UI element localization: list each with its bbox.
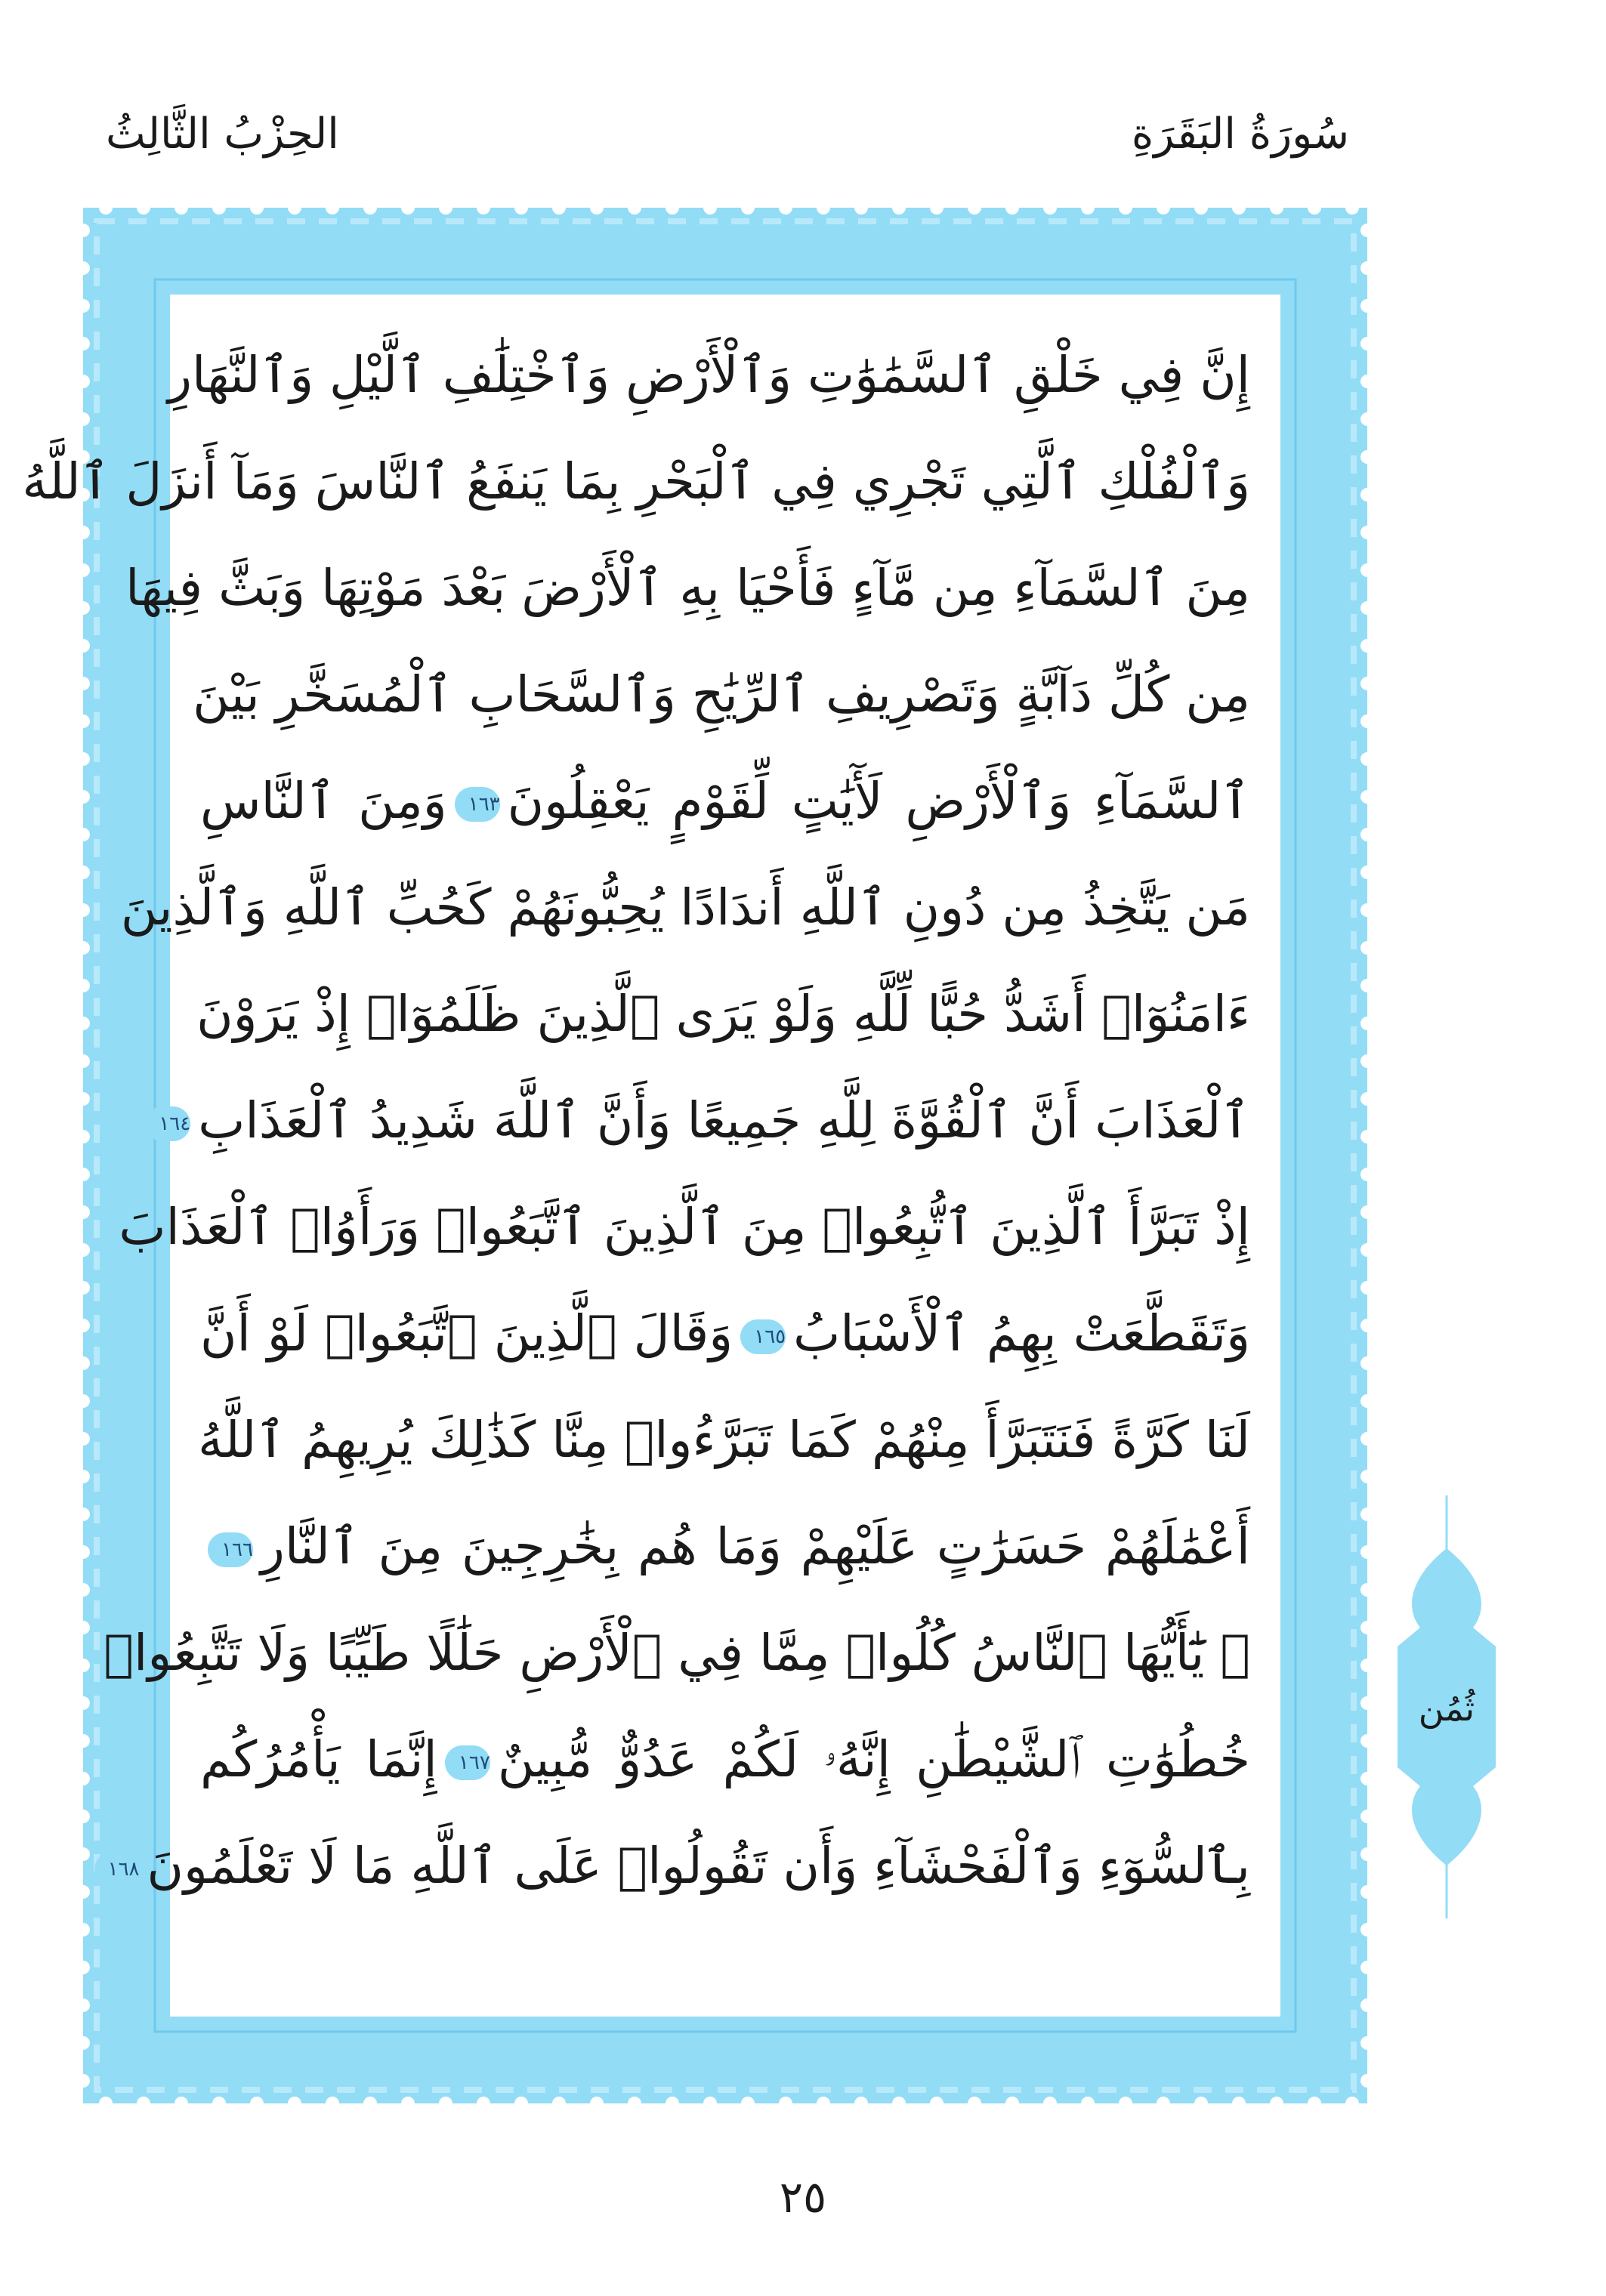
text-area	[22, 295, 1280, 2017]
ayah-number-marker: ١٦٥	[740, 1319, 786, 1354]
verse-line: ءَامَنُوٓا۟ أَشَدُّ حُبًّا لِّلَّهِ وَلَوْ يَرَى ٱلَّذِينَ ظَلَمُوٓا۟ إِذْ يَرَوْنَ	[196, 985, 1250, 1043]
verse-line	[159, 1067, 1250, 1174]
verse-line: وَٱلْفُلْكِ ٱلَّتِي تَجْرِي فِي ٱلْبَحْرِ بِمَا يَنفَعُ ٱلنَّاسَ وَمَآ أَنزَلَ ٱللَّهُ	[22, 452, 1250, 511]
verse-line: لَنَا كَرَّةً فَنَتَبَرَّأَ مِنْهُمْ كَمَا تَبَرَّءُوا۟ مِنَّا كَذَٰلِكَ يُرِيهِمُ ٱللَّهُ	[198, 1411, 1250, 1469]
surah-title: سُورَةُ البَقَرَةِ	[1131, 110, 1349, 159]
verse-text: إِنَّمَا يَأْمُرُكُم	[200, 1730, 437, 1788]
verse-line: مِنَ ٱلسَّمَآءِ مِن مَّآءٍ فَأَحْيَا بِهِ ٱلْأَرْضَ بَعْدَ مَوْتِهَا وَبَثَّ فِيهَا	[125, 559, 1250, 617]
verse-text: أَعْمَٰلَهُمْ حَسَرَٰتٍ عَلَيْهِمْ وَمَا هُم بِخَٰرِجِينَ مِنَ ٱلنَّارِ	[261, 1517, 1250, 1575]
ayah-number-marker: ١٦٤	[145, 1106, 190, 1141]
page-number: ٢٥	[779, 2171, 827, 2223]
verse-line: مِن كُلِّ دَآبَّةٍ وَتَصْرِيفِ ٱلرِّيَٰحِ وَٱلسَّحَابِ ٱلْمُسَخَّرِ بَيْنَ	[193, 665, 1250, 724]
verse-line: إِنَّ فِي خَلْقِ ٱلسَّمَٰوَٰتِ وَٱلْأَرْضِ وَٱخْتِلَٰفِ ٱلَّيْلِ وَٱلنَّهَارِ	[168, 346, 1250, 404]
verse-line: مَن يَتَّخِذُ مِن دُونِ ٱللَّهِ أَندَادًا يُحِبُّونَهُمْ كَحُبِّ ٱللَّهِ وَٱلَّذِينَ	[120, 878, 1250, 937]
verse-line	[107, 1813, 1250, 1919]
ayah-number-marker: ١٦٧	[445, 1745, 490, 1780]
verse-line: إِذْ تَبَرَّأَ ٱلَّذِينَ ٱتُّبِعُوا۟ مِنَ ٱلَّذِينَ ٱتَّبَعُوا۟ وَرَأَوُا۟ ٱلْعَذَابَ	[119, 1198, 1250, 1256]
verse-line	[200, 1280, 1250, 1387]
ayah-number-marker: ١٦٣	[455, 787, 500, 822]
verse-text: وَتَقَطَّعَتْ بِهِمُ ٱلْأَسْبَابُ	[793, 1304, 1250, 1362]
thumun-label: ثُمُن	[1418, 1688, 1475, 1729]
thumun-marker	[1382, 1495, 1511, 1918]
verse-line	[200, 748, 1250, 854]
ayah-number-marker: ١٦٨	[94, 1852, 140, 1887]
verse-line	[200, 1706, 1250, 1813]
verse-lines	[22, 322, 1250, 1994]
ayah-number-marker: ١٦٦	[208, 1532, 253, 1567]
verse-line: ۞ يَٰٓأَيُّهَا ٱلنَّاسُ كُلُوا۟ مِمَّا فِي ٱلْأَرْضِ حَلَٰلًا طَيِّبًا وَلَا تَتَّبِعُوا۟	[103, 1624, 1250, 1682]
verse-text: وَمِنَ ٱلنَّاسِ	[200, 772, 447, 830]
hizb-title: الحِزْبُ الثَّالِثُ	[106, 110, 339, 159]
verse-text: وَقَالَ ٱلَّذِينَ ٱتَّبَعُوا۟ لَوْ أَنَّ	[200, 1304, 734, 1362]
page-frame	[22, 208, 1367, 2103]
verse-text: بِٱلسُّوٓءِ وَٱلْفَحْشَآءِ وَأَن تَقُولُوا۟ عَلَى ٱللَّهِ مَا لَا تَعْلَمُونَ	[147, 1837, 1250, 1895]
verse-text: ٱلسَّمَآءِ وَٱلْأَرْضِ لَأٓيَٰتٍ لِّقَوْمٍ يَعْقِلُونَ	[507, 772, 1250, 830]
verse-line	[200, 1493, 1250, 1600]
verse-text: خُطُوَٰتِ ٱلشَّيْطَٰنِ إِنَّهُۥ لَكُمْ عَدُوٌّ مُّبِينٌ	[497, 1730, 1250, 1788]
verse-text: ٱلْعَذَابَ أَنَّ ٱلْقُوَّةَ لِلَّهِ جَمِيعًا وَأَنَّ ٱللَّهَ شَدِيدُ ٱلْعَذَابِ	[198, 1091, 1250, 1150]
